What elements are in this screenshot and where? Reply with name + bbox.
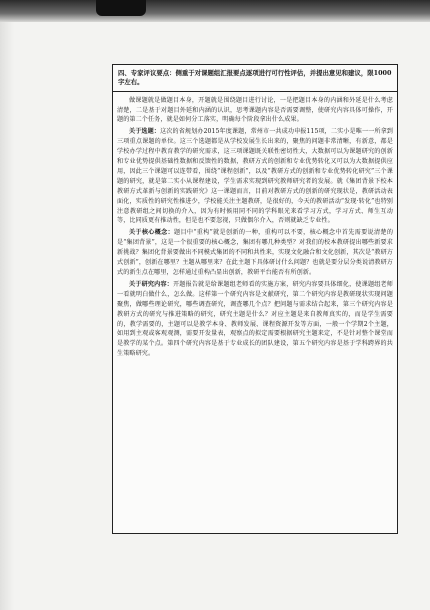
topic-heading: 关于选题： [129,128,161,136]
topic-text: 这次的省规划办2015年度课题，常州市一共成功申报115项，二实小是唯一一所拿到三项重点课题的单位。这三个选题都是从学校发展生长出来的，聚焦的问题非常清晰，有新意，都是学校办学过程中教育教学的研究需求，这三项课题既关联性密切性大，大数据可以为课题研究的创新和专业优势提供基础性数据和反馈性的数据，教研方式的创新和专业优势转化又可以为大数据提供应用，因此三个课题可以连带看，围绕“课程创新”，以及“教研方式的创新和专业优势转化研究”三个课题的研究，就是第二实小从课程建设，学生需求实现到研究教师研究者的发展。就《集团背景下校本教研方式革新与创新的实践研究》这一课题而言，目前对教研方式的创新的研究现状是，教研活动表面化，实质性的研究性推进少，学校能关注主题教研，是很好的，今天的教研活动“发现·转化”也特别注意教研组之间切换的介入，因为有时候用同不同的学科眼光来看学习方式，学习方式、师生互动等，比同质更有推动性，但是也不要忽视，只做偶尔介入，否则就缺乏专业性。 [117,128,394,225]
review-comments [113,92,397,360]
scan-left-margin [0,22,14,610]
content-text: 开题报告就是给课题组老师看的实施方案，研究内容要具体细化，使课题组老师一看就明白做什么，怎么做。这样第一个研究内容是文献研究，第二个研究内容是教研现状实现问题聚焦，做哪些理论研究，哪些调查研究，调查哪几个点？把问题与需求结合起来，第三个研究内容是教研方式的研究与推进策略的研究，研究主题是什么？对应主题是来自教师真实的，而是学生需要的，教学需要的，主题可以是教学本身、教师发展、课程资源开发等方面，一般一个学期2个主题，如用到主观或客观观测，需要开发量表，观察点的拟定需要根据研究主题来定，不是针对整个课堂而是教学的某个点。第四个研究内容是基于专业成长的团队建设，第五个研究内容是基于学科跨界的共生策略研究。 [117,280,393,358]
concept-heading: 关于核心概念： [129,229,175,237]
intro-paragraph: 做课题就是做题目本身，开题就是围绕题目进行讨论，一是把题目本身的内涵和外延是什么考虑清楚，二是基于对题目外延和内涵的认识，思考课题内容是否需要调整，使研究内容具体可操作，开题的第二个任务，就是如何分工落实，明确每个阶段拿出什么成果。 [117,96,393,124]
scan-binder-notch [96,0,146,16]
review-form-box [112,64,398,534]
form-section-header: 四、专家评议要点：侧重于对课题组汇报要点逐项进行可行性评估，并提出意见和建议，限1000字左右。 [113,65,397,92]
concept-text: 题目中“重构”就是创新的一种，重构可以不要，核心概念中首先需要说清楚的是“集团背景”，这是一个很重要的核心概念，集团有哪几种类型？对我们的校本教研提出哪些新要求新挑战？集团化背景要做出不同模式集团的不同和共性来，实现文化融合和文化创新，其次是“教研方式创新”，创新在哪里？主题从哪里来？在此主题下具体研讨什么问题？也就是要分层分类说清教研方式的新生点在哪里，怎样通过重构凸显出创新，教研平台能否有所创新。 [117,229,394,276]
content-paragraph [117,280,393,359]
scan-top-shadow [0,0,430,22]
topic-paragraph [117,127,393,226]
concept-paragraph [117,228,393,278]
content-heading: 关于研究内容： [129,280,174,288]
